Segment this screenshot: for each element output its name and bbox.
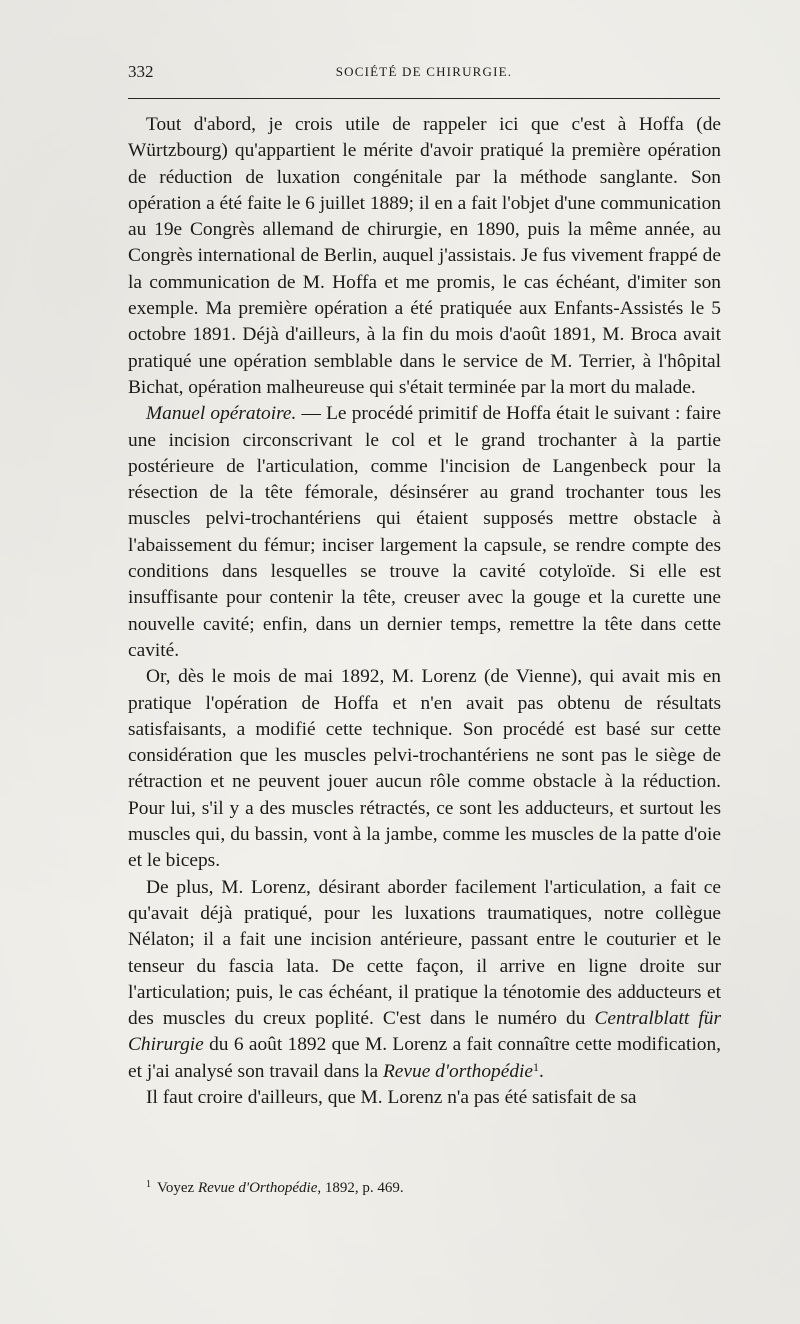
- body-text: [128, 112, 721, 1111]
- paragraph-1: Tout d'abord, je crois utile de rappeler ici que c'est à Hoffa (de Würtzbourg) qu'appartient le mérite d'avoir pratiqué la première opération de réduction de luxation congénitale par la méthode sanglante. Son opération a été faite le 6 juillet 1889; il en a fait l'objet d'une communication au 19e Congrès allemand de chirurgie, en 1890, puis la même année, au Congrès international de Berlin, auquel j'assistais. Je fus vivement frappé de la communication de M. Hoffa et me promis, le cas échéant, d'imiter son exemple. Ma première opération a été pratiquée aux Enfants-Assistés le 5 octobre 1891. Déjà d'ailleurs, à la fin du mois d'août 1891, M. Broca avait pratiqué une opération semblable dans le service de M. Terrier, à l'hôpital Bichat, opération malheureuse qui s'était terminée par la mort du malade.: [128, 114, 721, 398]
- footnote-prefix: Voyez: [157, 1180, 198, 1196]
- paragraph-2-text: — Le procédé primitif de Hoffa était le suivant : faire une incision circonscrivant le col et le grand trochanter à la partie postérieure de l'articulation, comme l'incision de Langenbeck pour la résection de la tête fémorale, désinsérer au grand trochanter tous les muscles pelvi-trochantériens qui étaient supposés mettre obstacle à l'abaissement du fémur; inciser largement la capsule, se rendre compte des conditions dans lesquelles se trouve la cavité cotyloïde. Si elle est insuffisante pour contenir la tête, creuser avec la gouge et la curette une nouvelle cavité; enfin, dans un dernier temps, remettre la tête dans cette cavité.: [128, 403, 721, 661]
- header-rule: [128, 98, 720, 99]
- footnote-journal-title: Revue d'Orthopédie: [197, 1180, 318, 1196]
- section-heading-manuel-operatoire: Manuel opératoire.: [146, 403, 297, 425]
- footnote-suffix: , 1892, p. 469.: [317, 1180, 404, 1196]
- journal-title-revue: Revue d'orthopédie: [382, 1060, 534, 1082]
- footnote-mark: 1: [146, 1179, 151, 1190]
- paragraph-4-text-b: du 6 août 1892 que M. Lorenz a fait connaître cette modification, et j'ai analysé son travail dans la: [128, 1034, 721, 1082]
- footnote: [146, 1178, 720, 1198]
- journal-title-centralblatt: Centralblatt für Chirurgie: [128, 1008, 722, 1056]
- page-header: [128, 62, 720, 86]
- running-title: SOCIÉTÉ DE CHIRURGIE.: [335, 64, 513, 79]
- footnote-rule: [146, 1168, 236, 1169]
- paragraph-4-text-a: De plus, M. Lorenz, désirant aborder facilement l'articulation, a fait ce qu'avait déjà pratiqué, pour les luxations traumatiques, notre collègue Nélaton; il a fait une incision antérieure, passant entre le couturier et le tenseur du fascia lata. De cette façon, il arrive en ligne droite sur l'articulation; puis, le cas échéant, il pratique la ténotomie des adducteurs et des muscles du creux poplité. C'est dans le numéro du: [128, 876, 721, 1030]
- paragraph-3: Or, dès le mois de mai 1892, M. Lorenz (de Vienne), qui avait mis en pratique l'opération de Hoffa et n'en avait pas obtenu de résultats satisfaisants, a modifié cette technique. Son procédé est basé sur cette considération que les muscles pelvi-trochantériens ne sont pas le siège de rétraction et ne peuvent jouer aucun rôle comme obstacle à la réduction. Pour lui, s'il y a des muscles rétractés, ce sont les adducteurs, et surtout les muscles qui, du bassin, vont à la jambe, comme les muscles de la patte d'oie et le biceps.: [128, 666, 721, 872]
- paragraph-4: [128, 875, 721, 1085]
- paragraph-2: [128, 401, 721, 664]
- page-number: 332: [128, 62, 154, 81]
- footnote-reference: 1: [533, 1059, 540, 1074]
- paragraph-4-end: .: [539, 1060, 544, 1082]
- paragraph-5: Il faut croire d'ailleurs, que M. Lorenz n'a pas été satisfait de sa: [146, 1086, 637, 1108]
